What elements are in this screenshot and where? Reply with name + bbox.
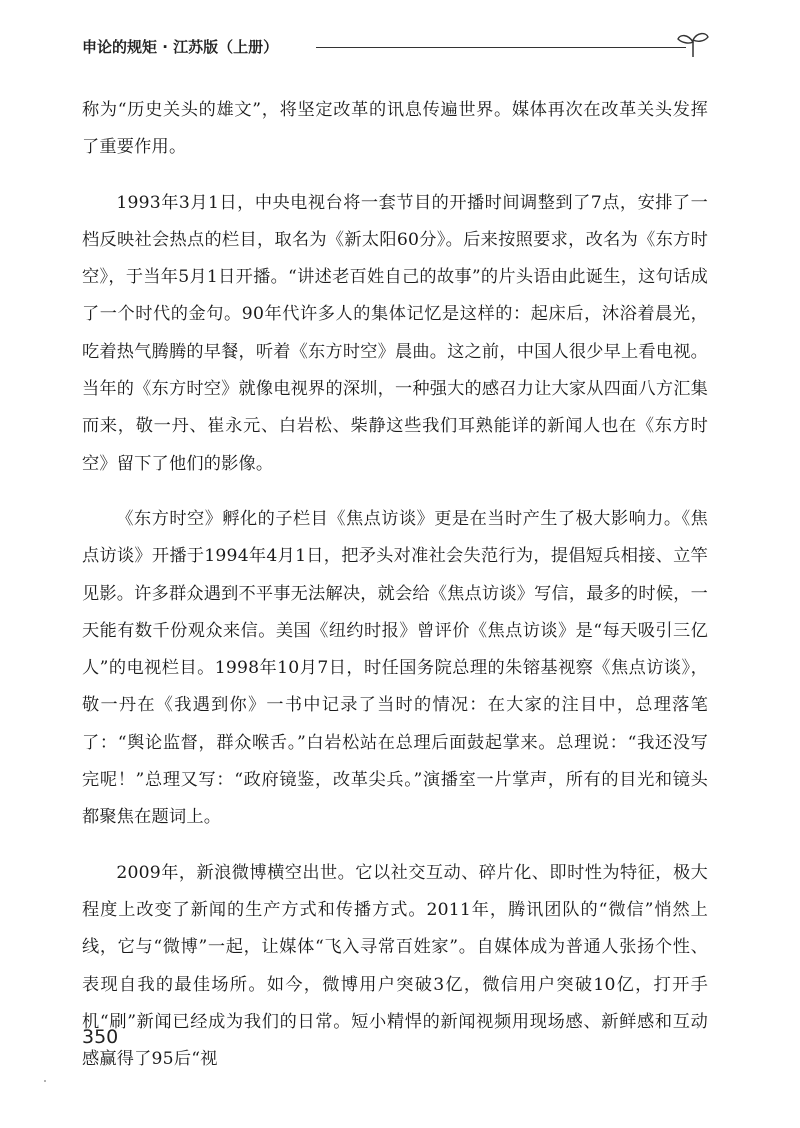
paragraph-4: 2009年，新浪微博横空出世。它以社交互动、碎片化、即时性为特征，极大程度上改变了新闻的生产方式和传播方式。2011年，腾讯团队的“微信”悄然上线，它与“微博”一起，让媒体“飞入寻常百姓家”。自媒体成为普通人张扬个性、表现自我的最佳场所。如今，微博用户突破3亿，微信用户突破10亿，打开手机“刷”新闻已经成为我们的日常。短小精悍的新闻视频用现场感、新鲜感和互动感赢得了95后“视 <box>82 862 708 1070</box>
running-header <box>70 30 710 60</box>
paragraph-3: 《东方时空》孵化的子栏目《焦点访谈》更是在当时产生了极大影响力。《焦点访谈》开播于1994年4月1日，把矛头对准社会失范行为，提倡短兵相接、立竿见影。许多群众遇到不平事无法解决，就会给《焦点访谈》写信，最多的时候，一天能有数千份观众来信。美国《纽约时报》曾评价《焦点访谈》是“每天吸引三亿人”的电视栏目。1998年10月7日，时任国务院总理的朱镕基视察《焦点访谈》，敬一丹在《我遇到你》一书中记录了当时的情况：在大家的注目中，总理落笔了：“舆论监督，群众喉舌。”白岩松站在总理后面鼓起掌来。总理说：“我还没写完呢！”总理又写：“政府镜鉴，改革尖兵。”演播室一片掌声，所有的目光和镜头都聚焦在题词上。 <box>82 508 708 828</box>
paragraph-2: 1993年3月1日，中央电视台将一套节目的开播时间调整到了7点，安排了一档反映社会热点的栏目，取名为《新太阳60分》。后来按照要求，改名为《东方时空》，于当年5月1日开播。“讲述老百姓自己的故事”的片头语由此诞生，这句话成了一个时代的金句。90年代许多人的集体记忆是这样的：起床后，沐浴着晨光，吃着热气腾腾的早餐，听着《东方时空》晨曲。这之前，中国人很少早上看电视。当年的《东方时空》就像电视界的深圳，一种强大的感召力让大家从四面八方汇集而来，敬一丹、崔永元、白岩松、柴静这些我们耳熟能详的新闻人也在《东方时空》留下了他们的影像。 <box>82 192 708 474</box>
paragraph-1: 称为“历史关头的雄文”，将坚定改革的讯息传遍世界。媒体再次在改革关头发挥了重要作用。 <box>82 100 708 158</box>
book-title: 申论的规矩 · 江苏版（上册） <box>82 38 279 56</box>
sprout-icon <box>676 30 710 58</box>
header-rule <box>316 47 686 48</box>
body-text <box>82 92 708 1096</box>
page-number: 350 <box>82 1026 119 1048</box>
scan-speck <box>44 1080 46 1082</box>
